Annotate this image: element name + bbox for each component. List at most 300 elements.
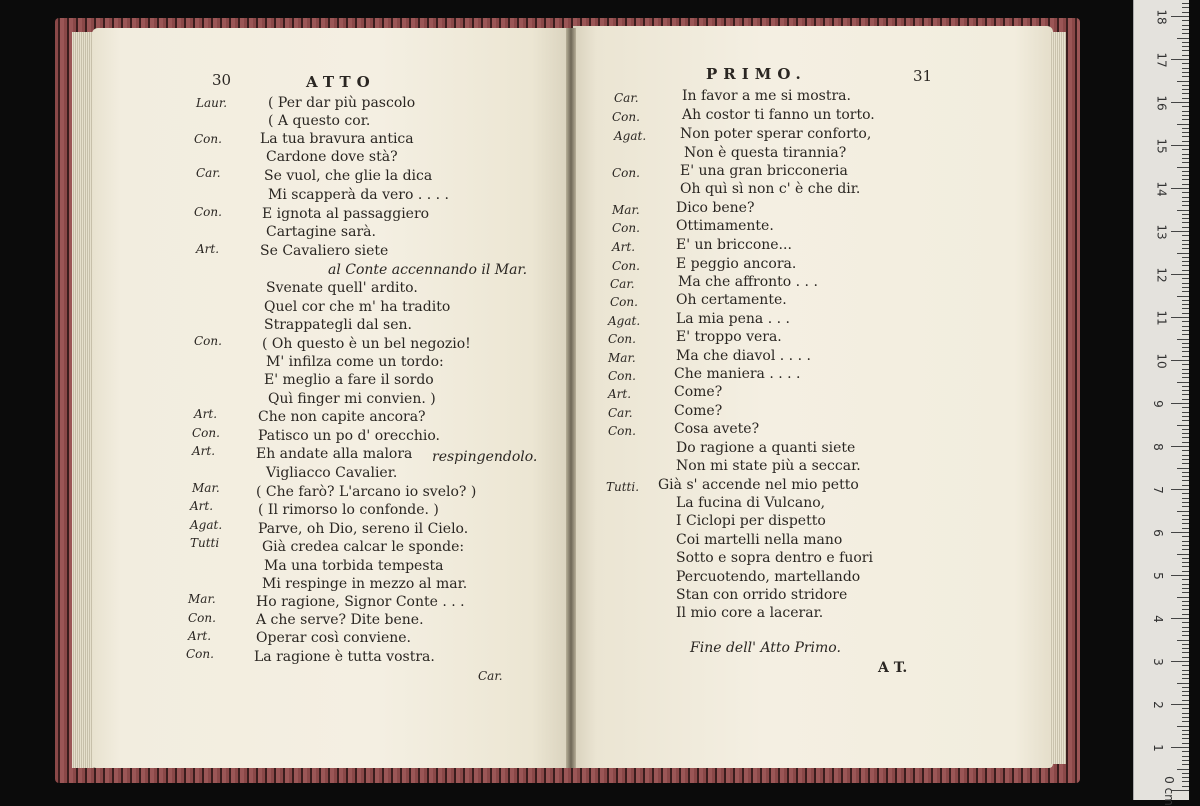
ruler-tick [1182,261,1189,262]
ruler-tick [1182,111,1189,112]
ruler-tick [1182,334,1189,335]
verse-line: E' troppo vera. [676,329,782,345]
left-running-header: ATTO [306,73,376,91]
ruler-tick [1182,343,1189,344]
ruler-tick [1182,528,1189,529]
ruler-tick [1182,201,1189,202]
ruler-tick [1182,377,1189,378]
ruler-tick [1182,287,1189,288]
ruler-tick [1182,562,1189,563]
verse-line: Il mio core a lacerar. [676,605,824,621]
ruler-tick [1182,545,1189,546]
ruler-tick [1182,631,1189,632]
ruler-tick [1182,132,1189,133]
ruler-tick [1182,179,1189,180]
ruler-tick [1177,124,1189,125]
ruler-tick [1182,665,1189,666]
speaker-name: Con. [612,221,640,235]
speaker-name: Agat. [608,314,641,328]
verse-line: Quel cor che m' ha tradito [264,299,451,315]
ruler-number: 1 [1150,744,1165,752]
ruler-tick [1182,373,1189,374]
ruler-tick [1182,154,1189,155]
ruler-tick [1182,420,1189,421]
verse-line: al Conte accennando il Mar. [328,262,528,278]
ruler-tick [1171,575,1189,576]
ruler-tick [1182,485,1189,486]
ruler-tick [1182,42,1189,43]
ruler-tick [1171,446,1189,447]
ruler-tick [1182,3,1189,4]
verse-line: Percuotendo, martellando [676,569,861,585]
verse-line: Già credea calcar le sponde: [262,539,465,555]
ruler-tick [1182,721,1189,722]
ruler-tick [1182,93,1189,94]
speaker-name: Mar. [612,203,640,217]
verse-line: I Ciclopi per dispetto [676,513,826,529]
ruler-tick [1182,695,1189,696]
speaker-name: Con. [194,334,222,348]
ruler-tick [1171,59,1189,60]
ruler-tick [1182,592,1189,593]
ruler-tick [1182,700,1189,701]
verse-line: La fucina di Vulcano, [676,495,826,511]
ruler-tick [1182,98,1189,99]
ruler-tick [1182,605,1189,606]
right-running-header: PRIMO. [706,65,807,83]
ruler-tick [1182,227,1189,228]
left-page-number: 30 [212,71,232,89]
ruler-tick [1182,455,1189,456]
ruler-tick [1182,502,1189,503]
ruler-tick [1182,270,1189,271]
ruler-tick [1182,119,1189,120]
verse-line: Coi martelli nella mano [676,532,843,548]
verse-line: ( Oh questo è un bel negozio! [262,336,471,352]
verse-line: M' infilza come un tordo: [266,354,444,370]
ruler-tick [1182,304,1189,305]
ruler-tick [1182,738,1189,739]
verse-line: Vigliacco Cavalier. [266,465,398,481]
ruler-tick [1182,480,1189,481]
ruler-number: 9 [1150,400,1165,408]
speaker-name: Con. [192,426,220,440]
speaker-name: Con. [188,611,216,625]
ruler-tick [1182,244,1189,245]
ruler-tick [1182,584,1189,585]
verse-line: Stan con orrido stridore [676,587,848,603]
ruler-tick [1182,416,1189,417]
ruler-tick [1182,730,1189,731]
ruler-tick [1182,136,1189,137]
ruler-tick [1182,571,1189,572]
ruler-tick [1182,184,1189,185]
ruler-tick [1182,498,1189,499]
ruler-number: 18 [1154,9,1169,25]
ruler-tick [1182,773,1189,774]
ruler-tick [1182,235,1189,236]
ruler-tick [1182,394,1189,395]
ruler-tick [1182,459,1189,460]
ruler-tick [1182,222,1189,223]
verse-line: Ma che diavol . . . . [676,348,811,364]
verse-line: Se Cavaliero siete [260,243,389,259]
ruler-tick [1182,364,1189,365]
ruler-tick [1182,648,1189,649]
ruler-tick [1182,283,1189,284]
ruler-tick [1182,46,1189,47]
ruler-number: 16 [1154,95,1169,111]
ruler-tick [1182,609,1189,610]
verse-line: Sotto e sopra dentro e fuori [676,550,873,566]
ruler-tick [1182,515,1189,516]
ruler-number: 14 [1154,181,1169,197]
ruler-tick [1182,743,1189,744]
speaker-name: Con. [608,424,636,438]
right-page-number: 31 [913,67,933,85]
ruler-tick [1182,369,1189,370]
ruler-tick [1171,317,1189,318]
verse-line: E ignota al passaggiero [262,206,430,222]
ruler-tick [1182,68,1189,69]
ruler-tick [1182,205,1189,206]
ruler-tick [1182,291,1189,292]
ruler-tick [1177,425,1189,426]
verse-line: E peggio ancora. [676,256,797,272]
verse-line: Non mi state più a seccar. [676,458,861,474]
ruler-tick [1171,532,1189,533]
ruler-tick [1182,197,1189,198]
verse-line: La mia pena . . . [676,311,790,327]
ruler-tick [1171,618,1189,619]
ruler-tick [1182,330,1189,331]
ruler-tick [1182,760,1189,761]
ruler-tick [1182,786,1189,787]
verse-line: E' meglio a fare il sordo [264,372,434,388]
ruler-tick [1182,536,1189,537]
verse-line: Cosa avete? [674,421,760,437]
ruler-tick [1177,167,1189,168]
verse-line: La tua bravura antica [260,131,414,147]
right-page-edges [1050,32,1066,764]
speaker-name: Con. [610,295,638,309]
ruler-tick [1182,751,1189,752]
ruler-tick [1177,81,1189,82]
verse-line: Dico bene? [676,200,755,216]
ruler-tick [1182,764,1189,765]
ruler-number: 17 [1154,52,1169,68]
measuring-ruler [1133,0,1189,806]
ruler-tick [1171,747,1189,748]
ruler-tick [1171,704,1189,705]
speaker-name: Con. [612,166,640,180]
ruler-tick [1177,640,1189,641]
ruler-tick [1171,360,1189,361]
ruler-tick [1182,644,1189,645]
ruler-tick [1182,566,1189,567]
ruler-tick [1182,218,1189,219]
speaker-name: Car. [608,406,633,420]
verse-line: Strappategli dal sen. [264,317,412,333]
ruler-number: 8 [1150,443,1165,451]
speaker-name: Mar. [192,481,220,495]
ruler-tick [1171,403,1189,404]
ruler-tick [1182,265,1189,266]
ruler-tick [1182,450,1189,451]
verse-line: Come? [674,384,723,400]
speaker-name: Con. [612,259,640,273]
left-catchword: Car. [478,669,503,683]
ruler-tick [1182,248,1189,249]
ruler-tick [1182,687,1189,688]
ruler-tick [1182,192,1189,193]
ruler-tick [1177,253,1189,254]
ruler-tick [1182,579,1189,580]
ruler-tick [1182,519,1189,520]
ruler-tick [1171,188,1189,189]
verse-line: Parve, oh Dio, sereno il Cielo. [258,521,469,537]
ruler-tick [1182,351,1189,352]
ruler-tick [1182,106,1189,107]
speaker-name: Mar. [188,592,216,606]
speaker-name: Con. [186,647,214,661]
verse-line: Che non capite ancora? [258,409,426,425]
ruler-tick [1177,597,1189,598]
ruler-tick [1182,523,1189,524]
speaker-name: Tutti. [606,480,640,494]
verse-line: Quì finger mi convien. ) [268,391,436,407]
verse-line: Ma che affronto . . . [678,274,818,290]
ruler-tick [1182,756,1189,757]
ruler-number: 0 cm [1161,776,1176,806]
ruler-tick [1182,12,1189,13]
speaker-name: Agat. [614,129,647,143]
ruler-number: 11 [1154,310,1169,326]
ruler-tick [1182,717,1189,718]
ruler-tick [1182,257,1189,258]
ruler-tick [1182,55,1189,56]
ruler-number: 6 [1150,529,1165,537]
ruler-tick [1182,7,1189,8]
speaker-name: Con. [608,369,636,383]
ruler-tick [1182,777,1189,778]
speaker-name: Car. [610,277,635,291]
ruler-tick [1182,429,1189,430]
speaker-name: Con. [608,332,636,346]
verse-line: Se vuol, che glie la dica [264,168,433,184]
ruler-tick [1182,541,1189,542]
ruler-tick [1182,171,1189,172]
ruler-tick [1182,472,1189,473]
speaker-name: Art. [192,444,216,458]
speaker-name: Tutti [190,536,220,550]
speaker-name: Art. [608,387,632,401]
ruler-tick [1182,390,1189,391]
ruler-tick [1177,726,1189,727]
verse-line: Ah costor ti fanno un torto. [682,107,875,123]
verse-line: Cardone dove stà? [266,149,398,165]
ruler-tick [1171,489,1189,490]
ruler-tick [1182,33,1189,34]
ruler-tick [1182,162,1189,163]
verse-line: Come? [674,403,723,419]
verse-line: Ho ragione, Signor Conte . . . [256,594,465,610]
verse-line: Oh quì sì non c' è che dir. [680,181,861,197]
ruler-number: 4 [1150,615,1165,623]
ruler-tick [1182,175,1189,176]
verse-line: Do ragione a quanti siete [676,440,856,456]
right-catchword: A T. [878,660,908,676]
ruler-tick [1182,326,1189,327]
ruler-tick [1182,622,1189,623]
speaker-name: Mar. [608,351,636,365]
ruler-tick [1182,20,1189,21]
ruler-number: 10 [1154,353,1169,369]
ruler-tick [1182,463,1189,464]
ruler-tick [1182,635,1189,636]
book-gutter [566,28,576,768]
ruler-number: 15 [1154,138,1169,154]
ruler-tick [1182,433,1189,434]
ruler-tick [1171,274,1189,275]
ruler-tick [1177,468,1189,469]
verse-line: Che maniera . . . . [674,366,801,382]
verse-line: Eh andate alla malora [256,446,413,462]
ruler-number: 13 [1154,224,1169,240]
ruler-tick [1182,115,1189,116]
verse-line: Già s' accende nel mio petto [658,477,859,493]
ruler-tick [1182,652,1189,653]
ruler-number: 5 [1150,572,1165,580]
ruler-tick [1182,214,1189,215]
speaker-name: Laur. [196,96,228,110]
ruler-tick [1182,85,1189,86]
ruler-tick [1171,102,1189,103]
ruler-tick [1171,661,1189,662]
ruler-tick [1182,627,1189,628]
ruler-tick [1171,231,1189,232]
verse-line: Ottimamente. [676,218,774,234]
verse-line: Ma una torbida tempesta [264,558,444,574]
ruler-number: 12 [1154,267,1169,283]
ruler-tick [1182,347,1189,348]
ruler-number: 3 [1150,658,1165,666]
verse-line: ( Per dar più pascolo [268,95,416,111]
verse-line: ( Che farò? L'arcano io svelo? ) [256,484,477,500]
ruler-tick [1182,781,1189,782]
verse-line: Patisco un po d' orecchio. [258,428,440,444]
ruler-tick [1182,506,1189,507]
ruler-tick [1177,511,1189,512]
ruler-tick [1182,678,1189,679]
speaker-name: Con. [612,110,640,124]
ruler-tick [1182,713,1189,714]
speaker-name: Art. [612,240,636,254]
ruler-tick [1182,89,1189,90]
ruler-tick [1177,38,1189,39]
ruler-tick [1182,76,1189,77]
speaker-name: Car. [614,91,639,105]
ruler-tick [1182,670,1189,671]
verse-line: respingendolo. [432,449,538,465]
speaker-name: Con. [194,205,222,219]
verse-line: Mi scapperà da vero . . . . [268,187,450,203]
ruler-tick [1171,145,1189,146]
verse-line: Operar così conviene. [256,630,411,646]
ruler-tick [1182,308,1189,309]
ruler-number: 2 [1150,701,1165,709]
verse-line: ( A questo cor. [268,113,371,129]
verse-line: In favor a me si mostra. [682,88,851,104]
ruler-tick [1182,321,1189,322]
speaker-name: Con. [194,132,222,146]
ruler-tick [1182,240,1189,241]
ruler-tick [1182,356,1189,357]
ruler-tick [1182,657,1189,658]
ruler-tick [1182,442,1189,443]
speaker-name: Art. [190,499,214,513]
verse-line: Oh certamente. [676,292,787,308]
ruler-tick [1182,588,1189,589]
ruler-tick [1182,476,1189,477]
ruler-tick [1177,339,1189,340]
ruler-tick [1182,708,1189,709]
ruler-number: 7 [1150,486,1165,494]
ruler-tick [1182,141,1189,142]
ruler-tick [1182,25,1189,26]
ruler-tick [1171,16,1189,17]
ruler-tick [1182,734,1189,735]
ruler-tick [1177,683,1189,684]
ruler-tick [1182,50,1189,51]
ruler-tick [1182,614,1189,615]
ruler-tick [1182,29,1189,30]
ruler-tick [1182,493,1189,494]
verse-line: Mi respinge in mezzo al mar. [262,576,468,592]
ruler-tick [1182,412,1189,413]
ruler-tick [1182,549,1189,550]
ruler-tick [1182,691,1189,692]
speaker-name: Art. [194,407,218,421]
ruler-tick [1177,382,1189,383]
ruler-tick [1182,72,1189,73]
speaker-name: Agat. [190,518,223,532]
verse-line: E' una gran bricconeria [680,163,848,179]
speaker-name: Car. [196,166,221,180]
ruler-tick [1182,386,1189,387]
verse-line: Non poter sperar conforto, [680,126,872,142]
verse-line: La ragione è tutta vostra. [254,649,435,665]
ruler-tick [1177,210,1189,211]
ruler-tick [1182,278,1189,279]
speaker-name: Art. [196,242,220,256]
ruler-tick [1177,554,1189,555]
ruler-tick [1182,601,1189,602]
left-page-edges [72,32,94,768]
ruler-tick [1177,296,1189,297]
speaker-name: Art. [188,629,212,643]
ruler-tick [1182,63,1189,64]
ruler-tick [1182,149,1189,150]
verse-line: Cartagine sarà. [266,224,376,240]
verse-line: Non è questa tirannia? [684,145,847,161]
ruler-tick [1182,407,1189,408]
verse-line: ( Il rimorso lo confonde. ) [258,502,439,518]
ruler-tick [1182,128,1189,129]
act-closing: Fine dell' Atto Primo. [690,640,841,656]
verse-line: E' un briccone... [676,237,792,253]
verse-line: A che serve? Dite bene. [256,612,424,628]
